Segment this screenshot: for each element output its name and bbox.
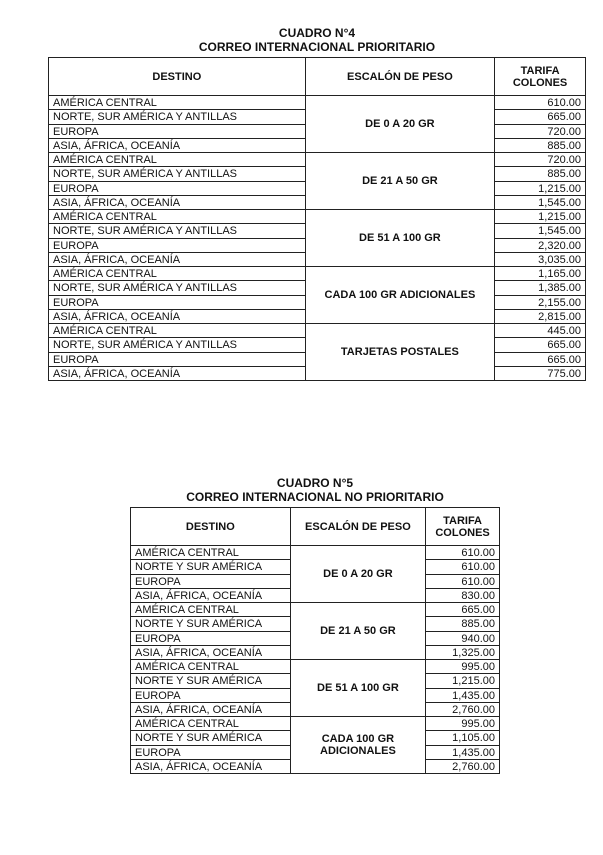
- weight-band-cell: TARJETAS POSTALES: [305, 324, 494, 381]
- rate-cell: 610.00: [426, 575, 500, 589]
- header-escalon: ESCALÓN DE PESO: [290, 508, 425, 546]
- rate-cell: 885.00: [495, 139, 586, 153]
- destination-cell: EUROPA: [49, 125, 306, 139]
- table-row: [131, 603, 500, 617]
- rate-cell: 1,165.00: [495, 267, 586, 281]
- rate-table-priority: [48, 57, 586, 381]
- weight-band-cell: CADA 100 GR ADICIONALES: [290, 717, 425, 774]
- rate-cell: 1,325.00: [426, 646, 500, 660]
- weight-band-cell: DE 0 A 20 GR: [290, 546, 425, 603]
- destination-cell: ASIA, ÁFRICA, OCEANÍA: [131, 589, 291, 603]
- destination-cell: AMÉRICA CENTRAL: [49, 267, 306, 281]
- cuadro-5-name: CORREO INTERNACIONAL NO PRIORITARIO: [186, 490, 444, 504]
- header-tarifa: TARIFA COLONES: [426, 508, 500, 546]
- destination-cell: NORTE Y SUR AMÉRICA: [131, 674, 291, 689]
- table-row: [49, 153, 586, 167]
- destination-cell: NORTE Y SUR AMÉRICA: [131, 560, 291, 575]
- rate-cell: 610.00: [495, 96, 586, 110]
- rate-cell: 665.00: [426, 603, 500, 617]
- table-row: [131, 660, 500, 674]
- rate-cell: 3,035.00: [495, 253, 586, 267]
- destination-cell: AMÉRICA CENTRAL: [131, 660, 291, 674]
- rate-cell: 1,545.00: [495, 224, 586, 239]
- rate-cell: 995.00: [426, 717, 500, 731]
- rate-cell: 1,435.00: [426, 746, 500, 760]
- rate-cell: 775.00: [495, 367, 586, 381]
- cuadro-4-number: CUADRO N°4: [278, 26, 356, 40]
- rate-table-non-priority: [130, 507, 500, 774]
- destination-cell: EUROPA: [49, 239, 306, 253]
- rate-cell: 2,760.00: [426, 703, 500, 717]
- destination-cell: NORTE Y SUR AMÉRICA: [131, 731, 291, 746]
- table-row: [49, 210, 586, 224]
- rate-cell: 665.00: [495, 338, 586, 353]
- cuadro-5-number: CUADRO N°5: [276, 476, 354, 490]
- header-destino: DESTINO: [49, 58, 306, 96]
- destination-cell: EUROPA: [49, 296, 306, 310]
- weight-band-cell: DE 51 A 100 GR: [305, 210, 494, 267]
- rate-cell: 885.00: [426, 617, 500, 632]
- destination-cell: NORTE, SUR AMÉRICA Y ANTILLAS: [49, 110, 306, 125]
- destination-cell: ASIA, ÁFRICA, OCEANÍA: [131, 703, 291, 717]
- rate-cell: 665.00: [495, 353, 586, 367]
- table-row: [131, 717, 500, 731]
- destination-cell: AMÉRICA CENTRAL: [49, 96, 306, 110]
- rate-cell: 940.00: [426, 632, 500, 646]
- rate-cell: 720.00: [495, 125, 586, 139]
- weight-band-cell: DE 0 A 20 GR: [305, 96, 494, 153]
- cuadro-5-title: [130, 476, 500, 504]
- rate-cell: 830.00: [426, 589, 500, 603]
- rate-cell: 2,815.00: [495, 310, 586, 324]
- destination-cell: NORTE, SUR AMÉRICA Y ANTILLAS: [49, 338, 306, 353]
- rate-cell: 995.00: [426, 660, 500, 674]
- destination-cell: AMÉRICA CENTRAL: [131, 717, 291, 731]
- rate-cell: 720.00: [495, 153, 586, 167]
- rate-cell: 885.00: [495, 167, 586, 182]
- destination-cell: AMÉRICA CENTRAL: [49, 210, 306, 224]
- rate-cell: 610.00: [426, 546, 500, 560]
- rate-cell: 1,545.00: [495, 196, 586, 210]
- destination-cell: ASIA, ÁFRICA, OCEANÍA: [131, 646, 291, 660]
- weight-band-cell: DE 51 A 100 GR: [290, 660, 425, 717]
- rate-cell: 1,215.00: [495, 210, 586, 224]
- header-destino: DESTINO: [131, 508, 291, 546]
- destination-cell: ASIA, ÁFRICA, OCEANÍA: [131, 760, 291, 774]
- destination-cell: NORTE, SUR AMÉRICA Y ANTILLAS: [49, 167, 306, 182]
- destination-cell: EUROPA: [49, 353, 306, 367]
- destination-cell: ASIA, ÁFRICA, OCEANÍA: [49, 139, 306, 153]
- destination-cell: AMÉRICA CENTRAL: [131, 603, 291, 617]
- destination-cell: EUROPA: [131, 689, 291, 703]
- cuadro-4-title: [48, 26, 586, 54]
- destination-cell: NORTE Y SUR AMÉRICA: [131, 617, 291, 632]
- table-row: [49, 324, 586, 338]
- rate-cell: 2,320.00: [495, 239, 586, 253]
- cuadro-4-name: CORREO INTERNACIONAL PRIORITARIO: [198, 40, 436, 54]
- rate-cell: 1,435.00: [426, 689, 500, 703]
- rate-cell: 2,760.00: [426, 760, 500, 774]
- weight-band-cell: DE 21 A 50 GR: [305, 153, 494, 210]
- destination-cell: EUROPA: [49, 182, 306, 196]
- destination-cell: ASIA, ÁFRICA, OCEANÍA: [49, 367, 306, 381]
- rate-cell: 610.00: [426, 560, 500, 575]
- destination-cell: EUROPA: [131, 746, 291, 760]
- rate-cell: 1,215.00: [495, 182, 586, 196]
- destination-cell: ASIA, ÁFRICA, OCEANÍA: [49, 253, 306, 267]
- table-row: [131, 546, 500, 560]
- weight-band-cell: CADA 100 GR ADICIONALES: [305, 267, 494, 324]
- destination-cell: AMÉRICA CENTRAL: [49, 153, 306, 167]
- rate-cell: 1,105.00: [426, 731, 500, 746]
- destination-cell: AMÉRICA CENTRAL: [131, 546, 291, 560]
- destination-cell: NORTE, SUR AMÉRICA Y ANTILLAS: [49, 281, 306, 296]
- header-escalon: ESCALÓN DE PESO: [305, 58, 494, 96]
- rate-cell: 665.00: [495, 110, 586, 125]
- destination-cell: EUROPA: [131, 575, 291, 589]
- destination-cell: EUROPA: [131, 632, 291, 646]
- rate-cell: 1,385.00: [495, 281, 586, 296]
- destination-cell: ASIA, ÁFRICA, OCEANÍA: [49, 310, 306, 324]
- header-tarifa: TARIFA COLONES: [495, 58, 586, 96]
- destination-cell: NORTE, SUR AMÉRICA Y ANTILLAS: [49, 224, 306, 239]
- weight-band-cell: DE 21 A 50 GR: [290, 603, 425, 660]
- rate-cell: 2,155.00: [495, 296, 586, 310]
- table-row: [49, 96, 586, 110]
- destination-cell: AMÉRICA CENTRAL: [49, 324, 306, 338]
- rate-cell: 1,215.00: [426, 674, 500, 689]
- table-row: [49, 267, 586, 281]
- destination-cell: ASIA, ÁFRICA, OCEANÍA: [49, 196, 306, 210]
- rate-cell: 445.00: [495, 324, 586, 338]
